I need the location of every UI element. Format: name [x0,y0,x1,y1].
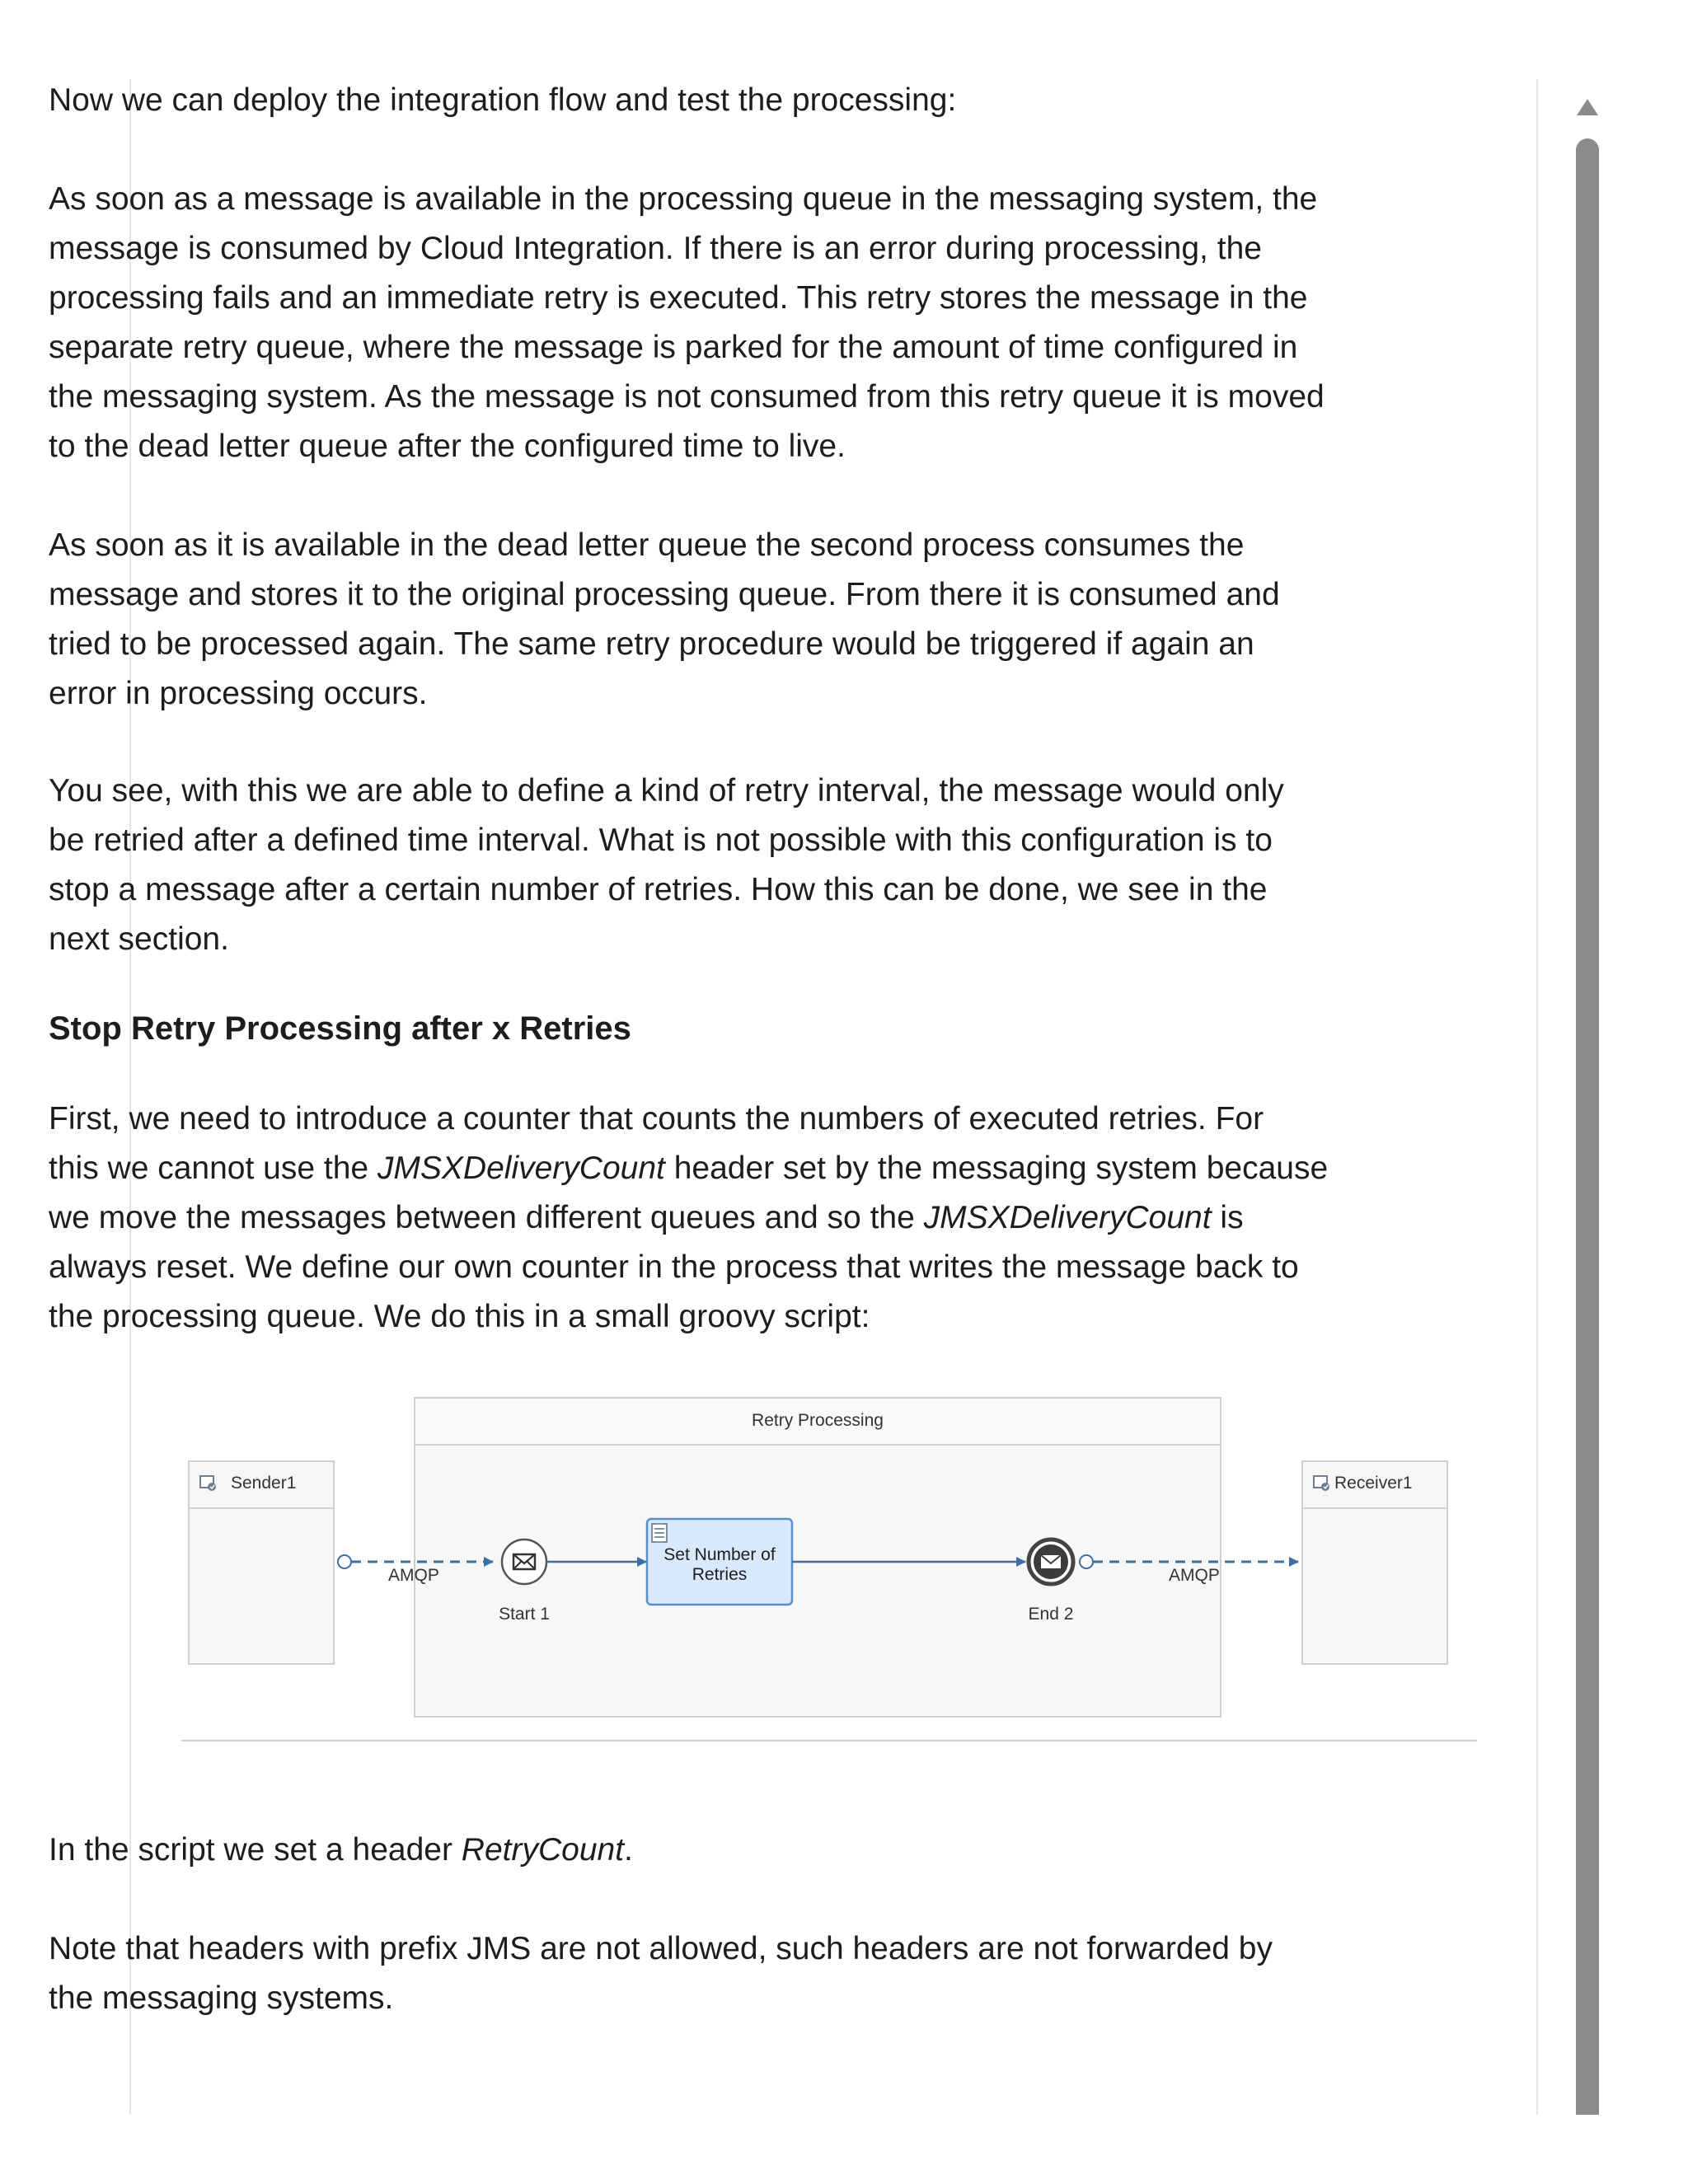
paragraph-line [49,1193,1359,1243]
adapter-label-outbound: AMQP [1169,1566,1220,1585]
section-heading: Stop Retry Processing after x Retries [49,1010,631,1047]
paragraph-line: First, we need to introduce a counter that counts the numbers of executed retries. For [49,1101,1264,1137]
paragraph-line: always reset. We define our own counter in the process that writes the message back to [49,1249,1299,1285]
paragraph-line: As soon as it is available in the dead letter queue the second process consumes the [49,527,1245,563]
text-run: we move the messages between different queues and so the [49,1200,924,1235]
text-run: . [624,1832,633,1868]
paragraph-line: next section. [49,921,229,957]
pool-title: Retry Processing [752,1411,884,1430]
paragraph-line: Note that headers with prefix JMS are not allowed, such headers are not forwarded by [49,1931,1273,1966]
paragraph-line: separate retry queue, where the message is parked for the amount of time configured in [49,330,1298,365]
paragraph-line: You see, with this we are able to define a kind of retry interval, the message would only [49,773,1284,808]
paragraph-counter [49,1094,1359,1342]
emphasis-jmsx-delivery-count: JMSXDeliveryCount [923,1200,1212,1235]
paragraph-line: As soon as a message is available in the processing queue in the messaging system, the [49,181,1318,217]
paragraph-line: message and stores it to the original processing queue. From there it is consumed and [49,577,1280,612]
paragraph-line [49,1825,1359,1875]
paragraph-line: be retried after a defined time interval. What is not possible with this configuration is to [49,823,1273,858]
paragraph-deploy [49,76,1359,125]
start-event-label: Start 1 [499,1605,550,1624]
integration-flow-diagram [180,1397,1467,1727]
paragraph-line: stop a message after a certain number of retries. How this can be done, we see in the [49,872,1268,907]
flow-connections [180,1397,1467,1727]
end-event-label: End 2 [1028,1605,1074,1624]
receiver-label: Receiver1 [1334,1474,1413,1493]
text-run: header set by the messaging system because [664,1151,1329,1186]
emphasis-retry-count: RetryCount [461,1832,625,1868]
scrollbar-thumb[interactable] [1576,138,1599,2115]
paragraph-retry-behavior [49,175,1359,471]
paragraph-line [49,1144,1359,1193]
script-task-label-line: Retries [692,1565,748,1584]
paragraph-line: processing fails and an immediate retry is executed. This retry stores the message in the [49,280,1308,316]
paragraph-retry-count-header [49,1825,1359,1875]
start-event[interactable] [502,1540,546,1584]
paragraph-dead-letter [49,521,1359,719]
paragraph-line: tried to be processed again. The same retry procedure would be triggered if again an [49,626,1254,662]
paragraph-line: error in processing occurs. [49,676,428,711]
end-event[interactable] [1029,1540,1073,1584]
sender-label: Sender1 [231,1474,297,1493]
paragraph-retry-interval [49,766,1359,964]
script-icon [652,1524,667,1542]
paragraph-jms-note [49,1924,1359,2023]
paragraph-line: Now we can deploy the integration flow and test the processing: [49,82,957,118]
paragraph-line: the processing queue. We do this in a small groovy script: [49,1299,870,1334]
adapter-label-inbound: AMQP [388,1566,439,1585]
script-task-label-line: Set Number of [663,1545,776,1564]
paragraph-line: message is consumed by Cloud Integration. If there is an error during processing, the [49,231,1262,266]
paragraph-line: the messaging system. As the message is not consumed from this retry queue it is moved [49,379,1325,415]
emphasis-jmsx-delivery-count: JMSXDeliveryCount [377,1151,665,1186]
text-run: this we cannot use the [49,1151,377,1186]
paragraph-line: the messaging systems. [49,1980,394,2016]
scroll-up-arrow-icon[interactable] [1574,96,1601,119]
text-run: In the script we set a header [49,1832,462,1868]
script-task-label [647,1545,792,1585]
text-run: is [1211,1200,1244,1235]
paragraph-line: to the dead letter queue after the configured time to live. [49,429,846,464]
figure-divider [181,1740,1477,1741]
